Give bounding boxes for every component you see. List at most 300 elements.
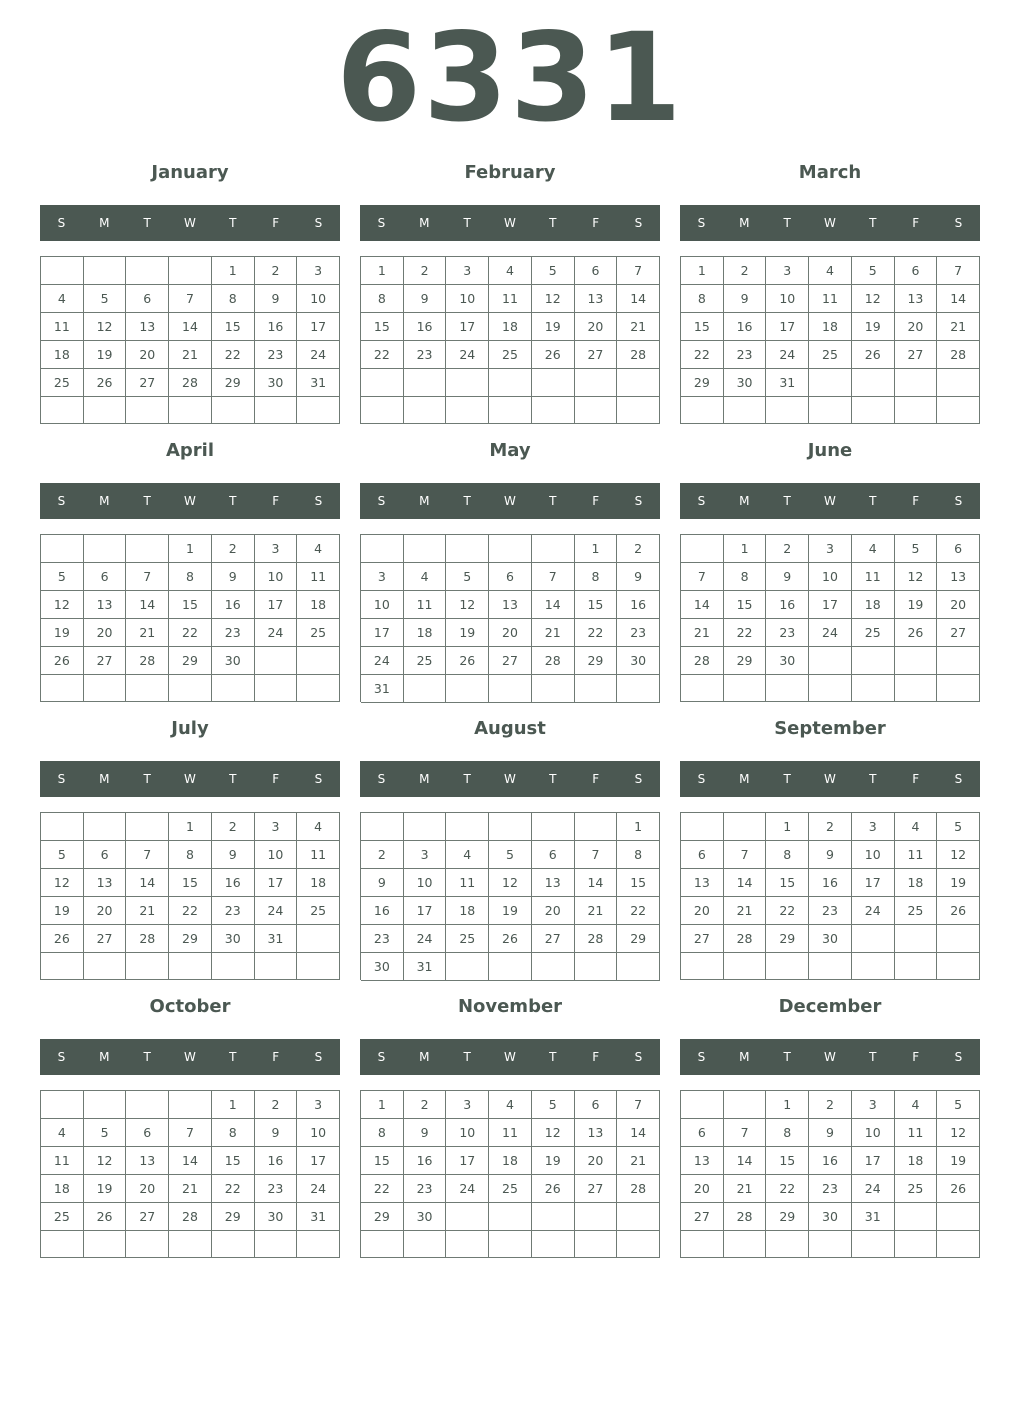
- day-cell: 4: [489, 1091, 532, 1119]
- weekday-label: M: [739, 772, 750, 786]
- day-cell: 29: [766, 1203, 809, 1231]
- empty-day-cell: [617, 953, 660, 981]
- empty-day-cell: [169, 1231, 212, 1258]
- day-cell: 2: [404, 257, 447, 285]
- day-cell: 6: [84, 563, 127, 591]
- day-cell: 19: [532, 313, 575, 341]
- empty-day-cell: [126, 1231, 169, 1258]
- day-cell: 27: [575, 341, 618, 369]
- weekday-label: S: [954, 772, 963, 786]
- day-cell: 15: [169, 591, 212, 619]
- day-cell: 11: [895, 1119, 938, 1147]
- day-cell: 30: [255, 1203, 298, 1231]
- day-cell: 10: [255, 841, 298, 869]
- day-cell: 26: [84, 1203, 127, 1231]
- day-cell: 23: [809, 897, 852, 925]
- empty-day-cell: [681, 813, 724, 841]
- empty-day-cell: [446, 813, 489, 841]
- day-cell: 18: [41, 1175, 84, 1203]
- empty-day-cell: [41, 1231, 84, 1258]
- empty-day-cell: [895, 1231, 938, 1258]
- empty-day-cell: [532, 1231, 575, 1258]
- weekday-label: T: [783, 216, 791, 230]
- day-grid: [680, 534, 980, 702]
- day-cell: 7: [575, 841, 618, 869]
- day-cell: 10: [297, 285, 340, 313]
- day-cell: 1: [361, 1091, 404, 1119]
- empty-day-cell: [84, 813, 127, 841]
- day-cell: 13: [84, 591, 127, 619]
- day-cell: 20: [84, 619, 127, 647]
- day-cell: 28: [617, 1175, 660, 1203]
- day-cell: 22: [169, 619, 212, 647]
- empty-day-cell: [681, 953, 724, 980]
- day-cell: 19: [532, 1147, 575, 1175]
- weekday-label: T: [229, 216, 237, 230]
- day-cell: 20: [575, 313, 618, 341]
- empty-day-cell: [724, 953, 767, 980]
- empty-day-cell: [446, 535, 489, 563]
- day-cell: 3: [766, 257, 809, 285]
- day-cell: 2: [212, 813, 255, 841]
- empty-day-cell: [446, 369, 489, 397]
- day-cell: 26: [532, 1175, 575, 1203]
- day-cell: 21: [126, 619, 169, 647]
- day-cell: 14: [126, 869, 169, 897]
- weekday-header: [680, 205, 980, 241]
- weekday-label: S: [377, 494, 386, 508]
- empty-day-cell: [297, 925, 340, 953]
- empty-day-cell: [895, 369, 938, 397]
- day-cell: 6: [489, 563, 532, 591]
- weekday-header: [360, 761, 660, 797]
- empty-day-cell: [255, 953, 298, 980]
- weekday-label: M: [99, 772, 110, 786]
- weekday-label: T: [783, 1050, 791, 1064]
- day-cell: 16: [212, 591, 255, 619]
- day-cell: 3: [361, 563, 404, 591]
- day-cell: 6: [895, 257, 938, 285]
- empty-day-cell: [361, 369, 404, 397]
- day-cell: 14: [617, 1119, 660, 1147]
- day-cell: 5: [532, 1091, 575, 1119]
- day-cell: 20: [937, 591, 980, 619]
- empty-day-cell: [575, 369, 618, 397]
- day-cell: 18: [446, 897, 489, 925]
- empty-day-cell: [41, 1091, 84, 1119]
- day-cell: 13: [84, 869, 127, 897]
- weekday-label: W: [824, 1050, 836, 1064]
- weekday-label: T: [143, 1050, 151, 1064]
- day-cell: 18: [297, 591, 340, 619]
- day-cell: 8: [212, 1119, 255, 1147]
- weekday-label: S: [697, 494, 706, 508]
- day-cell: 2: [255, 257, 298, 285]
- day-cell: 9: [766, 563, 809, 591]
- empty-day-cell: [361, 397, 404, 425]
- empty-day-cell: [895, 1203, 938, 1231]
- day-cell: 24: [809, 619, 852, 647]
- weekday-label: F: [272, 772, 280, 786]
- weekday-label: W: [184, 216, 196, 230]
- weekday-label: S: [377, 772, 386, 786]
- empty-day-cell: [212, 397, 255, 424]
- day-cell: 13: [681, 869, 724, 897]
- weekday-label: S: [954, 494, 963, 508]
- day-cell: 8: [361, 1119, 404, 1147]
- day-cell: 7: [169, 285, 212, 313]
- day-cell: 19: [489, 897, 532, 925]
- empty-day-cell: [446, 1231, 489, 1258]
- day-cell: 8: [724, 563, 767, 591]
- day-grid: [680, 1090, 980, 1258]
- day-cell: 19: [41, 619, 84, 647]
- day-cell: 8: [361, 285, 404, 313]
- empty-day-cell: [446, 675, 489, 703]
- empty-day-cell: [361, 1231, 404, 1258]
- day-cell: 18: [404, 619, 447, 647]
- day-cell: 19: [852, 313, 895, 341]
- day-cell: 18: [489, 1147, 532, 1175]
- empty-day-cell: [126, 675, 169, 702]
- day-cell: 18: [895, 1147, 938, 1175]
- day-cell: 14: [169, 1147, 212, 1175]
- day-grid: [40, 1090, 340, 1258]
- day-cell: 2: [724, 257, 767, 285]
- empty-day-cell: [937, 397, 980, 424]
- empty-day-cell: [852, 953, 895, 980]
- day-cell: 1: [617, 813, 660, 841]
- day-cell: 14: [724, 869, 767, 897]
- weekday-label: W: [824, 216, 836, 230]
- weekday-label: T: [549, 216, 557, 230]
- empty-day-cell: [532, 397, 575, 425]
- weekday-label: T: [143, 494, 151, 508]
- weekday-label: F: [912, 216, 920, 230]
- day-cell: 24: [766, 341, 809, 369]
- day-cell: 2: [212, 535, 255, 563]
- day-cell: 4: [809, 257, 852, 285]
- empty-day-cell: [617, 397, 660, 425]
- day-cell: 31: [255, 925, 298, 953]
- weekday-label: T: [783, 772, 791, 786]
- empty-day-cell: [766, 1231, 809, 1258]
- day-cell: 17: [852, 1147, 895, 1175]
- weekday-label: M: [99, 216, 110, 230]
- day-cell: 22: [724, 619, 767, 647]
- day-cell: 12: [489, 869, 532, 897]
- weekday-label: S: [634, 1050, 643, 1064]
- empty-day-cell: [255, 647, 298, 675]
- weekday-label: W: [504, 494, 516, 508]
- weekday-label: W: [184, 1050, 196, 1064]
- weekday-label: T: [229, 772, 237, 786]
- day-cell: 17: [809, 591, 852, 619]
- empty-day-cell: [212, 675, 255, 702]
- day-cell: 27: [681, 925, 724, 953]
- day-cell: 18: [489, 313, 532, 341]
- weekday-label: W: [504, 1050, 516, 1064]
- day-cell: 18: [852, 591, 895, 619]
- day-grid: [360, 256, 660, 424]
- weekday-label: S: [697, 772, 706, 786]
- day-cell: 13: [937, 563, 980, 591]
- day-cell: 22: [361, 1175, 404, 1203]
- empty-day-cell: [404, 675, 447, 703]
- day-cell: 28: [169, 1203, 212, 1231]
- day-cell: 16: [361, 897, 404, 925]
- day-cell: 5: [937, 813, 980, 841]
- day-cell: 21: [169, 341, 212, 369]
- day-cell: 1: [169, 535, 212, 563]
- empty-day-cell: [766, 675, 809, 702]
- day-cell: 1: [361, 257, 404, 285]
- day-cell: 3: [297, 1091, 340, 1119]
- day-cell: 23: [212, 897, 255, 925]
- day-cell: 4: [852, 535, 895, 563]
- day-grid: [360, 812, 660, 980]
- day-cell: 4: [41, 1119, 84, 1147]
- weekday-label: F: [912, 494, 920, 508]
- day-cell: 27: [84, 647, 127, 675]
- day-cell: 2: [404, 1091, 447, 1119]
- empty-day-cell: [575, 813, 618, 841]
- empty-day-cell: [212, 953, 255, 980]
- day-cell: 27: [681, 1203, 724, 1231]
- day-cell: 17: [361, 619, 404, 647]
- day-cell: 25: [41, 1203, 84, 1231]
- weekday-label: F: [272, 1050, 280, 1064]
- day-cell: 14: [126, 591, 169, 619]
- day-cell: 12: [41, 591, 84, 619]
- day-cell: 6: [126, 285, 169, 313]
- empty-day-cell: [852, 369, 895, 397]
- day-cell: 30: [724, 369, 767, 397]
- day-cell: 21: [532, 619, 575, 647]
- empty-day-cell: [937, 953, 980, 980]
- month-name: May: [489, 440, 531, 461]
- empty-day-cell: [809, 953, 852, 980]
- day-cell: 27: [126, 1203, 169, 1231]
- day-cell: 21: [575, 897, 618, 925]
- day-cell: 9: [809, 1119, 852, 1147]
- day-cell: 28: [169, 369, 212, 397]
- day-cell: 15: [681, 313, 724, 341]
- day-cell: 2: [809, 1091, 852, 1119]
- day-cell: 10: [809, 563, 852, 591]
- weekday-label: T: [549, 494, 557, 508]
- weekday-label: M: [739, 1050, 750, 1064]
- day-cell: 7: [169, 1119, 212, 1147]
- empty-day-cell: [41, 257, 84, 285]
- day-cell: 15: [212, 313, 255, 341]
- empty-day-cell: [937, 1231, 980, 1258]
- weekday-label: T: [549, 772, 557, 786]
- day-cell: 14: [681, 591, 724, 619]
- day-cell: 15: [724, 591, 767, 619]
- day-cell: 28: [937, 341, 980, 369]
- empty-day-cell: [617, 675, 660, 703]
- day-cell: 11: [41, 313, 84, 341]
- empty-day-cell: [809, 369, 852, 397]
- day-cell: 23: [404, 341, 447, 369]
- empty-day-cell: [126, 813, 169, 841]
- day-cell: 12: [84, 313, 127, 341]
- weekday-label: W: [824, 772, 836, 786]
- day-cell: 9: [617, 563, 660, 591]
- day-cell: 7: [617, 257, 660, 285]
- weekday-label: W: [184, 494, 196, 508]
- empty-day-cell: [489, 369, 532, 397]
- day-cell: 18: [809, 313, 852, 341]
- day-cell: 5: [84, 1119, 127, 1147]
- day-cell: 17: [852, 869, 895, 897]
- day-cell: 11: [809, 285, 852, 313]
- month-name: October: [149, 996, 231, 1017]
- day-cell: 30: [212, 647, 255, 675]
- day-cell: 23: [361, 925, 404, 953]
- day-cell: 10: [446, 1119, 489, 1147]
- day-cell: 25: [895, 897, 938, 925]
- empty-day-cell: [532, 535, 575, 563]
- day-cell: 22: [681, 341, 724, 369]
- day-cell: 22: [617, 897, 660, 925]
- day-cell: 28: [724, 925, 767, 953]
- weekday-label: F: [272, 216, 280, 230]
- weekday-label: M: [419, 772, 430, 786]
- day-cell: 4: [41, 285, 84, 313]
- day-cell: 26: [532, 341, 575, 369]
- empty-day-cell: [724, 813, 767, 841]
- day-cell: 3: [852, 1091, 895, 1119]
- weekday-label: S: [314, 772, 323, 786]
- weekday-label: W: [504, 216, 516, 230]
- day-cell: 27: [126, 369, 169, 397]
- empty-day-cell: [852, 1231, 895, 1258]
- day-cell: 25: [297, 619, 340, 647]
- day-cell: 5: [895, 535, 938, 563]
- empty-day-cell: [575, 675, 618, 703]
- empty-day-cell: [681, 675, 724, 702]
- day-cell: 25: [895, 1175, 938, 1203]
- day-cell: 29: [766, 925, 809, 953]
- day-cell: 14: [937, 285, 980, 313]
- day-cell: 8: [766, 1119, 809, 1147]
- day-cell: 20: [126, 341, 169, 369]
- day-cell: 11: [404, 591, 447, 619]
- day-cell: 28: [724, 1203, 767, 1231]
- weekday-label: T: [869, 494, 877, 508]
- empty-day-cell: [937, 1203, 980, 1231]
- weekday-label: T: [463, 494, 471, 508]
- empty-day-cell: [126, 397, 169, 424]
- day-cell: 28: [617, 341, 660, 369]
- weekday-label: T: [229, 494, 237, 508]
- weekday-label: F: [592, 772, 600, 786]
- day-cell: 16: [809, 869, 852, 897]
- day-cell: 17: [255, 591, 298, 619]
- day-cell: 23: [255, 341, 298, 369]
- weekday-label: T: [549, 1050, 557, 1064]
- day-cell: 24: [446, 1175, 489, 1203]
- day-cell: 1: [212, 1091, 255, 1119]
- month-name: September: [774, 718, 886, 739]
- empty-day-cell: [446, 397, 489, 425]
- day-cell: 16: [404, 1147, 447, 1175]
- day-cell: 25: [809, 341, 852, 369]
- day-cell: 24: [446, 341, 489, 369]
- empty-day-cell: [532, 953, 575, 981]
- empty-day-cell: [126, 1091, 169, 1119]
- day-cell: 17: [446, 313, 489, 341]
- day-cell: 24: [404, 925, 447, 953]
- day-cell: 2: [617, 535, 660, 563]
- day-cell: 9: [404, 285, 447, 313]
- empty-day-cell: [532, 675, 575, 703]
- empty-day-cell: [41, 535, 84, 563]
- day-cell: 8: [766, 841, 809, 869]
- empty-day-cell: [895, 397, 938, 424]
- day-cell: 3: [255, 535, 298, 563]
- day-cell: 31: [766, 369, 809, 397]
- day-cell: 9: [212, 841, 255, 869]
- weekday-label: S: [314, 1050, 323, 1064]
- day-cell: 12: [895, 563, 938, 591]
- day-cell: 19: [895, 591, 938, 619]
- empty-day-cell: [575, 1203, 618, 1231]
- day-cell: 2: [361, 841, 404, 869]
- day-cell: 1: [212, 257, 255, 285]
- empty-day-cell: [255, 675, 298, 702]
- empty-day-cell: [84, 535, 127, 563]
- empty-day-cell: [41, 953, 84, 980]
- weekday-label: S: [314, 216, 323, 230]
- empty-day-cell: [809, 1231, 852, 1258]
- day-cell: 12: [84, 1147, 127, 1175]
- day-cell: 4: [297, 535, 340, 563]
- day-cell: 27: [532, 925, 575, 953]
- day-cell: 7: [532, 563, 575, 591]
- day-cell: 24: [361, 647, 404, 675]
- day-cell: 2: [809, 813, 852, 841]
- empty-day-cell: [532, 813, 575, 841]
- day-cell: 16: [724, 313, 767, 341]
- empty-day-cell: [169, 1091, 212, 1119]
- day-cell: 17: [297, 1147, 340, 1175]
- weekday-label: F: [272, 494, 280, 508]
- empty-day-cell: [84, 257, 127, 285]
- day-cell: 5: [84, 285, 127, 313]
- day-cell: 30: [809, 925, 852, 953]
- day-grid: [360, 534, 660, 702]
- weekday-label: T: [463, 772, 471, 786]
- empty-day-cell: [446, 953, 489, 981]
- day-cell: 11: [446, 869, 489, 897]
- day-cell: 17: [446, 1147, 489, 1175]
- day-cell: 27: [575, 1175, 618, 1203]
- day-cell: 9: [212, 563, 255, 591]
- day-cell: 22: [361, 341, 404, 369]
- empty-day-cell: [126, 535, 169, 563]
- empty-day-cell: [809, 397, 852, 424]
- day-cell: 1: [169, 813, 212, 841]
- day-cell: 17: [297, 313, 340, 341]
- empty-day-cell: [489, 1231, 532, 1258]
- empty-day-cell: [446, 1203, 489, 1231]
- empty-day-cell: [895, 925, 938, 953]
- day-cell: 15: [617, 869, 660, 897]
- empty-day-cell: [361, 813, 404, 841]
